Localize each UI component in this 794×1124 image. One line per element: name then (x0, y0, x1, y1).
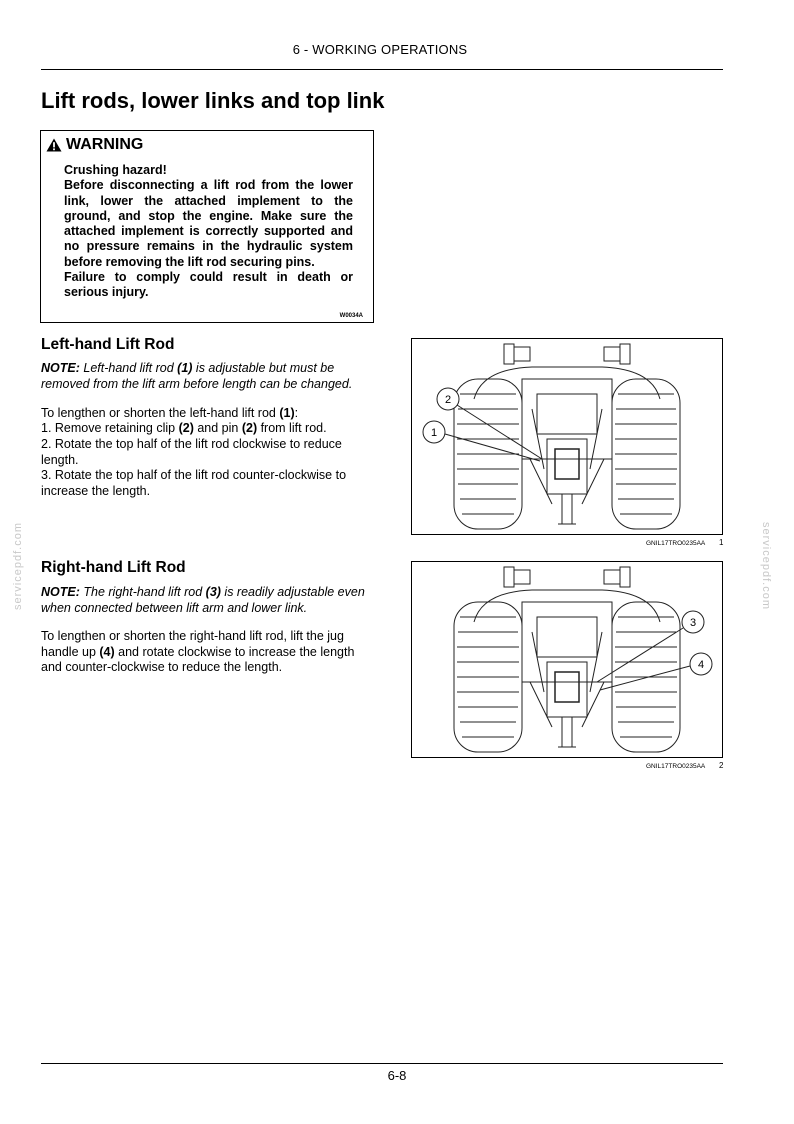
intro-text: : (294, 406, 299, 420)
tractor-rear-illustration (412, 339, 722, 534)
page-title: Lift rods, lower links and top link (41, 88, 385, 113)
intro-text: To lengthen or shorten the left-hand lift rod (41, 406, 280, 420)
figure-2-number: 2 (719, 761, 724, 770)
warning-header (46, 136, 143, 154)
warning-triangle-icon (46, 138, 62, 152)
left-lift-rod-step-3: 3. Rotate the top half of the lift rod counter-clockwise to increase the length. (41, 468, 347, 498)
page-number: 6-8 (387, 1068, 407, 1083)
ref-4: (4) (99, 644, 115, 659)
watermark-right: servicepdf.com (759, 522, 772, 610)
watermark-left: servicepdf.com (11, 522, 24, 610)
figure-1-frame (411, 338, 723, 535)
warning-hazard: Crushing hazard! (64, 163, 167, 177)
tractor-rear-illustration (412, 562, 722, 757)
warning-code: W0034A (339, 313, 363, 319)
left-lift-rod-step-1 (41, 421, 378, 437)
right-lift-rod-body (41, 629, 378, 676)
step-text: and pin (193, 421, 242, 435)
note-label: NOTE: (41, 585, 80, 599)
figure-1-code: GNIL17TRO0235AA (646, 540, 706, 547)
note-text: is adjustable but must be removed from the lift arm before length can be changed. (41, 361, 353, 391)
figure-2-code: GNIL17TRO0235AA (646, 763, 706, 770)
body-text: To lengthen or shorten the right-hand lift rod, lift the jug handle up (41, 629, 344, 659)
note-text: is readily adjustable even when connected between lift arm and lower link. (41, 585, 365, 615)
note-text: The right-hand lift rod (79, 585, 206, 599)
header-rule (41, 69, 723, 70)
ref-2: (2) (178, 421, 194, 435)
warning-title: WARNING (66, 136, 144, 153)
callout-1: 1 (430, 427, 438, 439)
left-lift-rod-step-2: 2. Rotate the top half of the lift rod clockwise to reduce length. (41, 437, 342, 467)
body-text: and rotate clockwise to increase the length and counter-clockwise to reduce the length. (41, 644, 355, 674)
footer-rule (41, 1063, 723, 1064)
figure-1-number: 1 (719, 538, 724, 547)
left-lift-rod-heading: Left-hand Lift Rod (41, 336, 175, 353)
ref-2: (2) (241, 421, 258, 435)
callout-4: 4 (697, 659, 705, 671)
warning-body (64, 163, 353, 301)
right-lift-rod-note (41, 585, 378, 616)
ref-3: (3) (205, 585, 221, 599)
figure-2-frame (411, 561, 723, 758)
section-header: 6 - WORKING OPERATIONS (292, 42, 468, 57)
ref-1: (1) (279, 406, 295, 420)
left-lift-rod-note (41, 361, 378, 392)
step-text: from lift rod. (257, 421, 327, 435)
step-text: 1. Remove retaining clip (41, 421, 179, 435)
note-text: Left-hand lift rod (79, 361, 178, 375)
warning-consequence: Failure to comply could result in death or serious injury. (64, 270, 353, 300)
warning-text: Before disconnecting a lift rod from the lower link, lower the attached implement to the ground, and stop the engine. Make sure the attached implement is correctly supported and no pressure remains in the hydraulic system before removing the lift rod securing pins. (64, 178, 353, 269)
callout-2: 2 (444, 394, 452, 406)
left-lift-rod-intro (41, 406, 378, 422)
ref-1: (1) (177, 361, 193, 375)
warning-box (40, 130, 374, 323)
callout-3: 3 (689, 617, 697, 629)
right-lift-rod-heading: Right-hand Lift Rod (41, 559, 186, 576)
note-label: NOTE: (41, 361, 80, 375)
